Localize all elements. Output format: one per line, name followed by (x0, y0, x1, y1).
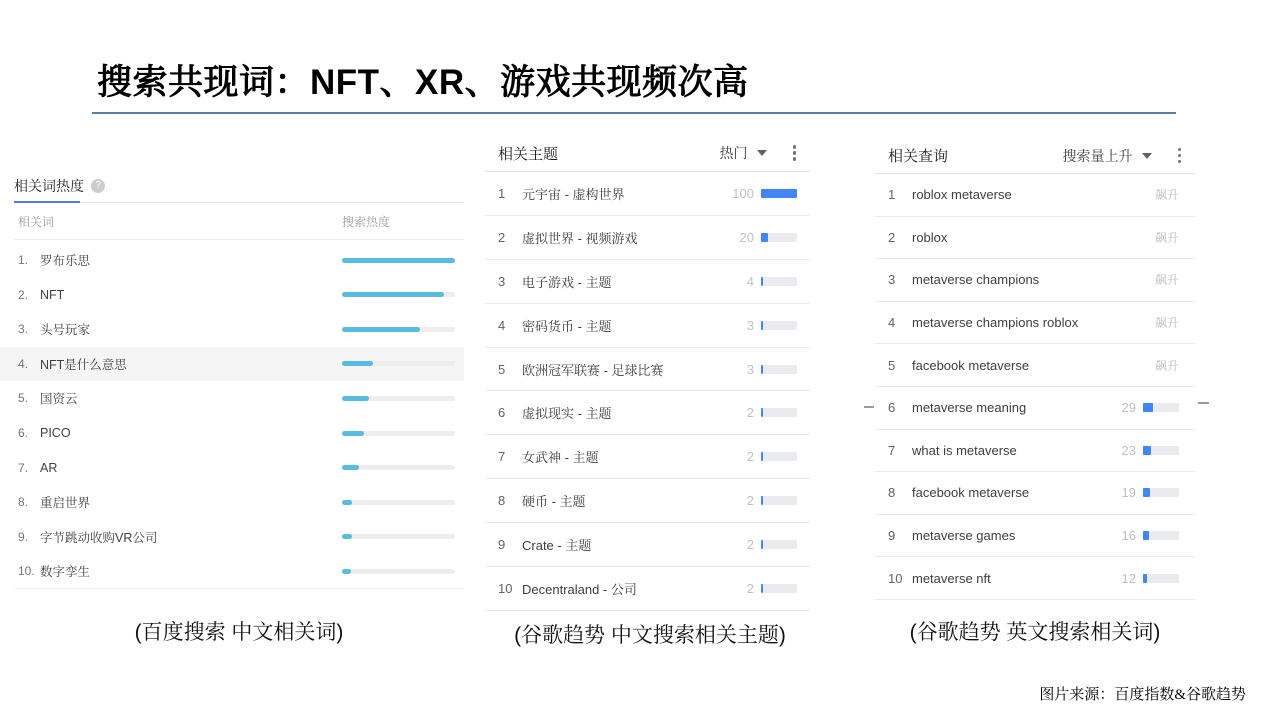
topic-row[interactable] (485, 304, 810, 348)
baidu-row[interactable] (14, 554, 464, 589)
row-term: facebook metaverse (912, 357, 1030, 373)
breakout-badge: 飙升 (1154, 230, 1179, 245)
kebab-menu-icon[interactable] (791, 143, 799, 163)
value-bar-fill (1143, 403, 1153, 412)
query-row[interactable] (875, 430, 1195, 473)
value-bar (761, 233, 797, 242)
row-rank: 2 (498, 229, 506, 245)
row-term: NFT是什么意思 (40, 357, 127, 372)
row-rank: 9. (18, 529, 29, 544)
row-term: metaverse games (912, 528, 1016, 544)
heat-bar-fill (342, 361, 373, 366)
row-term: metaverse nft (912, 570, 991, 586)
value-bar-fill (761, 452, 763, 461)
baidu-row[interactable] (14, 381, 464, 416)
row-rank: 10. (18, 564, 35, 579)
row-rank: 5 (498, 361, 506, 377)
heat-bar (342, 396, 455, 401)
row-term: AR (40, 460, 58, 475)
title-underline (92, 112, 1176, 114)
row-value: 2 (746, 493, 754, 509)
row-rank: 4. (18, 356, 29, 371)
value-bar (761, 189, 797, 198)
row-rank: 3. (18, 322, 29, 337)
topic-row[interactable] (485, 479, 810, 523)
value-bar (761, 496, 797, 505)
queries-rows (875, 174, 1195, 600)
topic-row[interactable] (485, 567, 810, 611)
baidu-row[interactable] (0, 347, 464, 382)
help-icon[interactable]: ? (91, 179, 105, 193)
value-bar (761, 365, 797, 374)
row-value: 12 (1121, 570, 1136, 586)
value-bar (761, 540, 797, 549)
topic-row[interactable] (485, 435, 810, 479)
row-rank: 1 (498, 185, 506, 201)
value-bar-fill (761, 540, 763, 549)
heat-bar-fill (342, 258, 455, 263)
row-rank: 6 (498, 405, 506, 421)
value-bar (761, 321, 797, 330)
row-term: 密码货币 - 主题 (522, 318, 612, 334)
row-term: PICO (40, 426, 71, 440)
row-value: 16 (1121, 528, 1136, 544)
query-row[interactable] (875, 344, 1195, 387)
heat-bar-fill (342, 500, 352, 505)
baidu-row[interactable] (14, 485, 464, 520)
row-value: 2 (746, 449, 754, 465)
topics-filter-dropdown[interactable] (720, 143, 767, 163)
row-term: 数字孪生 (40, 565, 91, 580)
heat-bar-track (342, 500, 455, 505)
query-row[interactable] (875, 557, 1195, 600)
row-term: 虚拟世界 - 视频游戏 (522, 230, 638, 246)
baidu-row[interactable] (14, 450, 464, 485)
row-term: 重启世界 (40, 496, 91, 511)
row-rank: 10 (498, 580, 513, 596)
row-term: metaverse champions roblox (912, 315, 1079, 331)
row-value: 2 (746, 405, 754, 421)
row-rank: 2 (888, 229, 896, 245)
queries-filter-label: 搜索量上升 (1062, 147, 1133, 164)
queries-filter-dropdown[interactable] (1063, 146, 1152, 166)
topic-row[interactable] (485, 523, 810, 567)
breakout-badge: 飙升 (1154, 316, 1179, 331)
query-row[interactable] (875, 387, 1195, 430)
row-term: 元宇宙 - 虚构世界 (522, 186, 625, 202)
screenshot-stitch-mark (864, 406, 874, 408)
query-row[interactable] (875, 302, 1195, 345)
row-term: roblox metaverse (912, 187, 1012, 203)
row-rank: 4 (498, 317, 506, 333)
value-bar-track (761, 496, 797, 505)
value-bar-track (761, 277, 797, 286)
row-rank: 8. (18, 495, 29, 510)
baidu-rows (14, 243, 464, 589)
topics-header (485, 135, 810, 172)
chevron-down-icon (1142, 153, 1152, 159)
image-source-note: 图片来源：百度指数&谷歌趋势 (1039, 687, 1246, 703)
heat-bar (342, 534, 455, 539)
value-bar-fill (1143, 488, 1150, 497)
row-value: 23 (1121, 442, 1136, 458)
topics-panel (485, 135, 810, 611)
heat-bar-fill (342, 396, 369, 401)
kebab-menu-icon[interactable] (1176, 146, 1184, 166)
row-term: metaverse meaning (912, 400, 1027, 416)
heat-bar (342, 569, 455, 574)
value-bar-fill (1143, 574, 1147, 583)
row-term: 女武神 - 主题 (522, 450, 599, 466)
row-rank: 1 (888, 187, 896, 203)
row-term: NFT (40, 287, 65, 302)
query-row[interactable] (875, 259, 1195, 302)
value-bar-track (761, 452, 797, 461)
row-value: 29 (1121, 400, 1136, 416)
value-bar-fill (761, 233, 768, 242)
caption-baidu: (百度搜索 中文相关词) (134, 621, 344, 644)
value-bar (1143, 574, 1179, 583)
column-heat-label: 搜索热度 (342, 214, 391, 229)
heat-bar (342, 465, 455, 470)
screenshot-stitch-mark (1198, 402, 1209, 404)
row-rank: 7 (498, 449, 506, 465)
value-bar-track (1143, 574, 1179, 583)
value-bar-fill (761, 365, 763, 374)
row-rank: 7. (18, 460, 29, 475)
value-bar-fill (761, 408, 763, 417)
row-term: 国资云 (40, 392, 78, 407)
value-bar-fill (761, 189, 797, 198)
baidu-column-header (14, 203, 464, 240)
query-row[interactable] (875, 472, 1195, 515)
row-value: 3 (746, 361, 754, 377)
row-term: Decentraland - 公司 (522, 581, 637, 597)
value-bar (1143, 531, 1179, 540)
row-rank: 6. (18, 426, 29, 440)
baidu-row[interactable] (14, 519, 464, 554)
heat-bar (342, 500, 455, 505)
row-term: 硬币 - 主题 (522, 494, 586, 510)
row-term: 头号玩家 (40, 323, 91, 338)
row-rank: 3 (498, 273, 506, 289)
topic-row[interactable] (485, 216, 810, 260)
row-rank: 5. (18, 391, 29, 406)
value-bar-track (761, 321, 797, 330)
value-bar (761, 584, 797, 593)
row-rank: 7 (888, 442, 896, 458)
value-bar (1143, 446, 1179, 455)
active-tab-indicator (14, 201, 80, 203)
value-bar-fill (1143, 531, 1149, 540)
caption-topics: (谷歌趋势 中文搜索相关主题) (514, 624, 786, 647)
query-row[interactable] (875, 515, 1195, 558)
heat-bar-fill (342, 534, 352, 539)
baidu-panel (14, 170, 464, 589)
row-term: 欧洲冠军联赛 - 足球比赛 (522, 362, 664, 378)
baidu-row[interactable] (14, 312, 464, 347)
row-term: Crate - 主题 (522, 538, 592, 554)
row-term: facebook metaverse (912, 485, 1030, 501)
heat-bar-fill (342, 292, 444, 297)
value-bar-fill (761, 584, 763, 593)
heat-bar-fill (342, 569, 351, 574)
row-term: 虚拟现实 - 主题 (522, 406, 612, 422)
value-bar (761, 452, 797, 461)
topic-row[interactable] (485, 172, 810, 216)
chevron-down-icon (757, 150, 767, 156)
heat-bar-fill (342, 431, 364, 436)
queries-header (875, 138, 1195, 174)
row-value: 2 (746, 580, 754, 596)
row-rank: 4 (888, 315, 896, 331)
row-rank: 3 (888, 272, 896, 288)
queries-panel (875, 138, 1195, 600)
row-value: 20 (739, 229, 754, 245)
row-term: 电子游戏 - 主题 (522, 274, 612, 290)
row-value: 3 (746, 317, 754, 333)
row-value: 100 (732, 185, 754, 201)
baidu-row[interactable] (14, 278, 464, 313)
row-value: 2 (746, 537, 754, 553)
row-rank: 6 (888, 400, 896, 416)
row-value: 4 (746, 273, 754, 289)
topic-row[interactable] (485, 391, 810, 435)
caption-queries: (谷歌趋势 英文搜索相关词) (909, 621, 1161, 644)
row-value: 19 (1121, 485, 1136, 501)
topics-filter-label: 热门 (719, 145, 748, 161)
topics-rows (485, 172, 810, 611)
row-term: what is metaverse (912, 442, 1017, 458)
value-bar-fill (1143, 446, 1151, 455)
heat-bar (342, 258, 455, 263)
tab-related-word-heat[interactable]: 相关词热度 (14, 178, 84, 194)
topics-title: 相关主题 (498, 145, 559, 163)
value-bar-fill (761, 496, 763, 505)
value-bar-track (761, 584, 797, 593)
value-bar (761, 408, 797, 417)
heat-bar-fill (342, 465, 359, 470)
heat-bar-track (342, 569, 455, 574)
row-rank: 1. (18, 253, 29, 268)
row-rank: 10 (888, 570, 903, 586)
queries-title: 相关查询 (888, 148, 949, 165)
heat-bar (342, 327, 455, 332)
heat-bar (342, 431, 455, 436)
page-title: 搜索共现词：NFT、XR、游戏共现频次高 (97, 63, 749, 102)
breakout-badge: 飙升 (1154, 358, 1179, 373)
heat-bar-track (342, 534, 455, 539)
query-row[interactable] (875, 217, 1195, 260)
value-bar-track (761, 540, 797, 549)
row-term: 罗布乐思 (40, 254, 91, 269)
value-bar-track (761, 365, 797, 374)
value-bar-fill (761, 321, 763, 330)
baidu-row[interactable] (14, 416, 464, 451)
value-bar (761, 277, 797, 286)
row-rank: 9 (888, 528, 896, 544)
column-term-label: 相关词 (18, 214, 55, 229)
topic-row[interactable] (485, 348, 810, 392)
row-rank: 5 (888, 357, 896, 373)
breakout-badge: 飙升 (1154, 188, 1179, 203)
row-rank: 8 (888, 485, 896, 501)
value-bar-track (761, 408, 797, 417)
baidu-row[interactable] (14, 243, 464, 278)
value-bar (1143, 488, 1179, 497)
heat-bar (342, 361, 455, 366)
row-term: roblox (912, 229, 948, 245)
row-rank: 8 (498, 493, 506, 509)
row-term: metaverse champions (912, 272, 1040, 288)
value-bar (1143, 403, 1179, 412)
breakout-badge: 飙升 (1154, 273, 1179, 288)
row-rank: 9 (498, 537, 506, 553)
heat-bar-fill (342, 327, 420, 332)
row-rank: 2. (18, 287, 29, 302)
baidu-tab-bar (14, 170, 464, 203)
query-row[interactable] (875, 174, 1195, 217)
heat-bar-track (342, 465, 455, 470)
row-term: 字节跳动收购VR公司 (40, 530, 158, 545)
heat-bar (342, 292, 455, 297)
topic-row[interactable] (485, 260, 810, 304)
value-bar-fill (761, 277, 763, 286)
